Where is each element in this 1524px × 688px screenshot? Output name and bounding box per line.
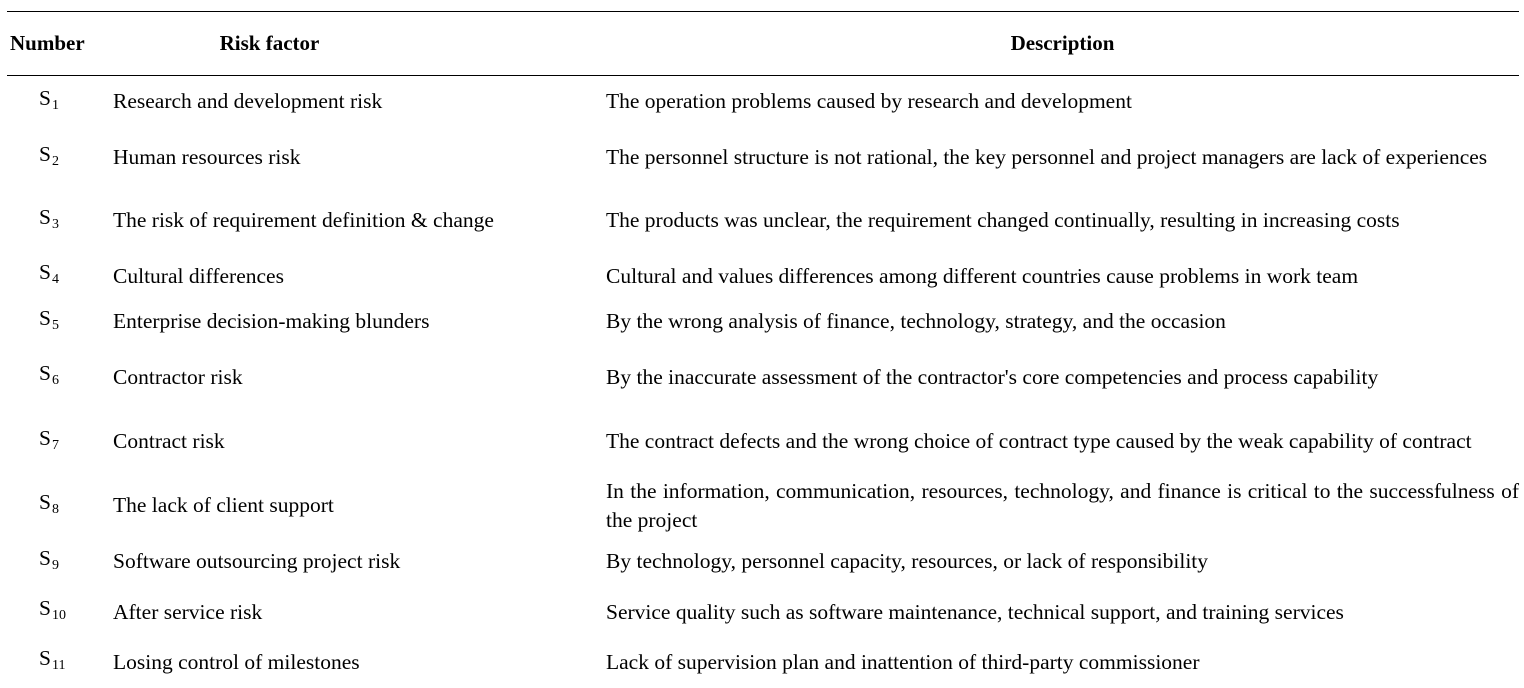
risk-factor-table (7, 11, 1519, 685)
table-row (7, 585, 1519, 639)
table-row (7, 410, 1519, 473)
row-number (7, 299, 113, 344)
row-description: Cultural and values differences among different countries cause problems in work team (606, 263, 1359, 288)
header-risk-factor: Risk factor (219, 31, 320, 55)
table-body (7, 76, 1519, 686)
row-risk-factor: Human resources risk (113, 145, 301, 169)
number-subscript: 1 (51, 97, 59, 113)
number-prefix: S (39, 85, 51, 110)
row-description: By technology, personnel capacity, resources, or lack of responsibility (606, 549, 1209, 573)
row-number (7, 127, 113, 188)
header-row (7, 12, 1519, 76)
row-risk-factor: Cultural differences (113, 263, 284, 288)
row-number (7, 344, 113, 410)
number-subscript: 9 (51, 557, 59, 573)
number-subscript: 8 (51, 501, 59, 517)
row-risk-factor: The lack of client support (113, 493, 334, 517)
row-number (7, 253, 113, 299)
row-number (7, 188, 113, 253)
table-row (7, 299, 1519, 344)
row-description: The contract defects and the wrong choice of contract type caused by the weak capability of contract (606, 429, 1472, 453)
number-subscript: 7 (51, 437, 59, 453)
row-description: The personnel structure is not rational, the key personnel and project managers are lack of experiences (606, 145, 1488, 169)
table-row (7, 344, 1519, 410)
table-row (7, 538, 1519, 585)
row-risk-factor: Losing control of milestones (113, 649, 360, 674)
row-risk-factor: Enterprise decision-making blunders (113, 309, 430, 333)
row-number (7, 76, 113, 128)
row-description: By the wrong analysis of finance, technology, strategy, and the occasion (606, 309, 1226, 333)
table-header (7, 12, 1519, 76)
number-subscript: 5 (51, 317, 59, 333)
number-subscript: 2 (51, 153, 59, 169)
table-row (7, 188, 1519, 253)
row-description: Service quality such as software maintenance, technical support, and training services (606, 599, 1344, 624)
table-row (7, 253, 1519, 299)
row-description: Lack of supervision plan and inattention of third-party commissioner (606, 649, 1200, 674)
row-number (7, 639, 113, 685)
row-description: In the information, communication, resources, technology, and finance is critical to the successfulness of the project (606, 478, 1519, 532)
row-number (7, 410, 113, 473)
number-subscript: 4 (51, 272, 59, 287)
row-risk-factor: The risk of requirement definition & change (113, 208, 494, 232)
row-risk-factor: Software outsourcing project risk (113, 549, 401, 573)
number-prefix: S (39, 141, 51, 166)
number-prefix: S (39, 489, 51, 514)
number-prefix: S (39, 361, 51, 385)
row-description: By the inaccurate assessment of the contractor's core competencies and process capability (606, 364, 1379, 389)
number-subscript: 3 (51, 216, 59, 232)
number-subscript: 11 (51, 658, 66, 673)
number-prefix: S (39, 305, 51, 330)
header-description: Description (1010, 31, 1115, 55)
row-risk-factor: Research and development risk (113, 89, 383, 113)
row-risk-factor: Contract risk (113, 429, 225, 453)
header-number: Number (10, 31, 85, 55)
number-prefix: S (39, 425, 51, 450)
row-description: The products was unclear, the requirement changed continually, resulting in increasing costs (606, 208, 1400, 232)
number-prefix: S (39, 260, 51, 284)
row-number (7, 538, 113, 585)
row-risk-factor: Contractor risk (113, 364, 243, 389)
number-prefix: S (39, 596, 51, 620)
row-description: The operation problems caused by research and development (606, 89, 1132, 113)
table-row (7, 473, 1519, 538)
number-prefix: S (39, 646, 51, 670)
table-row (7, 76, 1519, 128)
table-row (7, 639, 1519, 685)
number-subscript: 10 (51, 608, 66, 623)
row-number (7, 585, 113, 639)
number-prefix: S (39, 545, 51, 570)
row-risk-factor: After service risk (113, 599, 263, 624)
table-row (7, 127, 1519, 188)
number-prefix: S (39, 204, 51, 229)
row-number (7, 473, 113, 538)
number-subscript: 6 (51, 373, 59, 388)
